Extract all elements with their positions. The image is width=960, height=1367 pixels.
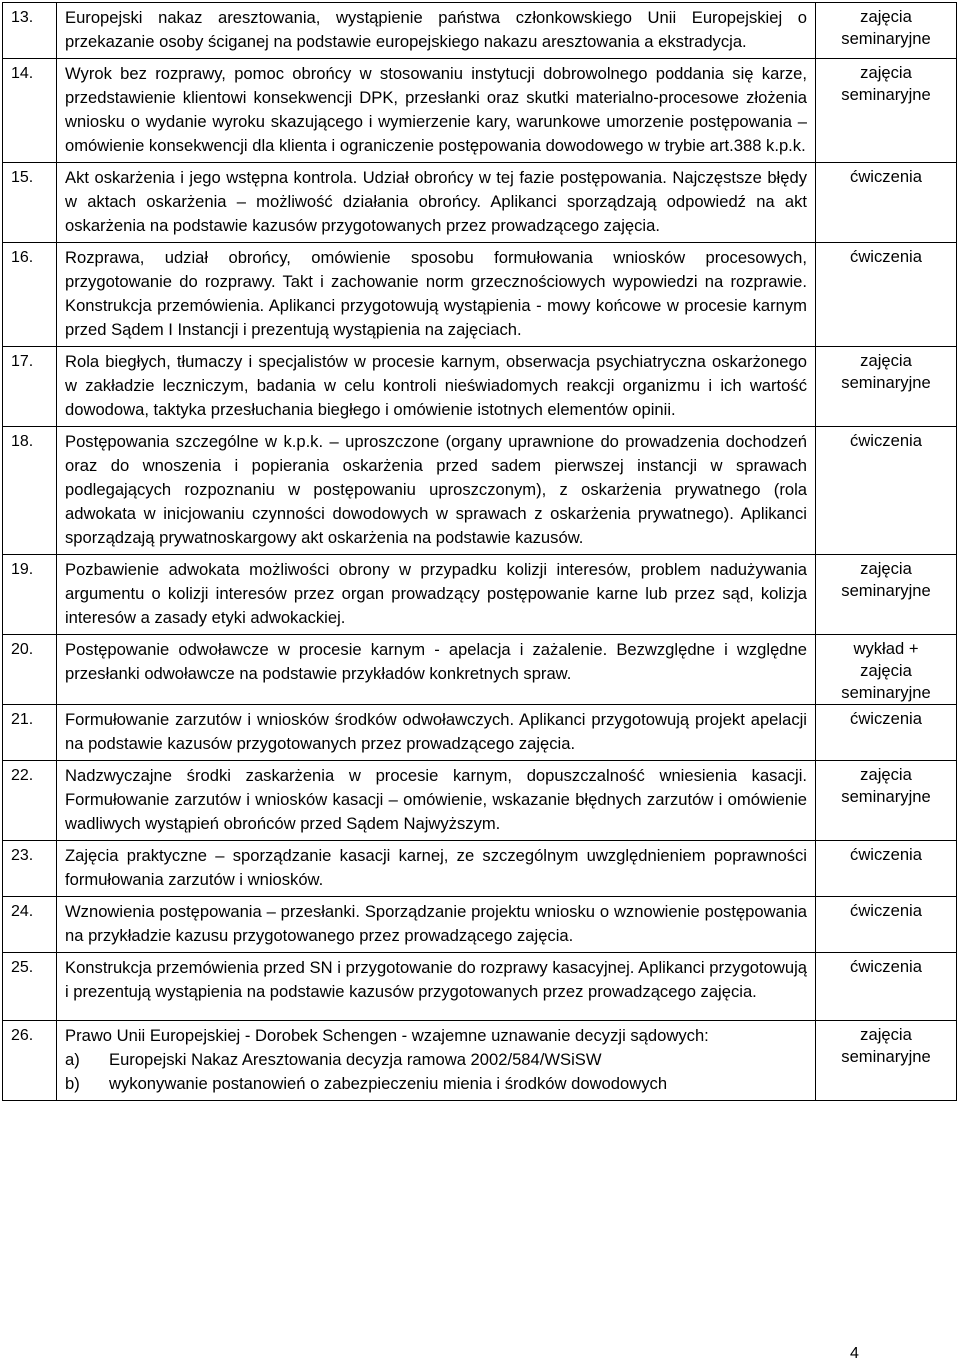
row-topic: Postępowania szczególne w k.p.k. – uproszczone (organy uprawnione do prowadzenia dochodzeń oraz do wnoszenia i popierania oskarżenia przed sadem pierwszej instancji w sprawach podlegających rozpoznaniu w postępowaniu uproszczonym), z oskarżenia prywatnego (rola adwokata w inicjowaniu czynności dowodowych w sprawach z oskarżenia prywatnego). Aplikanci sporządzają prywatnoskargowy akt oskarżenia na podstawie kazusów. (57, 427, 816, 555)
row-number: 19. (3, 555, 57, 635)
row-number: 15. (3, 163, 57, 243)
row-topic: Rola biegłych, tłumaczy i specjalistów w procesie karnym, obserwacja psychiatryczna oskarżonego w zakładzie leczniczym, badania w celu kontroli nieświadomych reakcji organizmu i ich wartość dowodowa, taktyka przesłuchania biegłego i omówienie istotnych elementów opinii. (57, 347, 816, 427)
table-row (3, 163, 957, 243)
row-form: zajęcia seminaryjne (816, 59, 957, 163)
row-topic: Zajęcia praktyczne – sporządzanie kasacji karnej, ze szczególnym uwzględnieniem poprawności formułowania zarzutów i wniosków. (57, 841, 816, 897)
row-form: ćwiczenia (816, 897, 957, 953)
row-topic: Europejski nakaz aresztowania, wystąpienie państwa członkowskiego Unii Europejskiej o przekazanie osoby ściganej na podstawie europejskiego nakazu aresztowania a ekstradycja. (57, 3, 816, 59)
row-number: 22. (3, 761, 57, 841)
table-row (3, 427, 957, 555)
sub-item: a) Europejski Nakaz Aresztowania decyzja ramowa 2002/584/WSiSW (65, 1050, 602, 1069)
row-topic: Rozprawa, udział obrońcy, omówienie sposobu formułowania wniosków procesowych, przygotowanie do rozprawy. Takt i zachowanie norm grzecznościowych wypowiedzi na rozprawie. Konstrukcja przemówienia. Aplikanci przygotowują wystąpienia - mowy końcowe w procesie karnym przed Sądem I Instancji i prezentują wystąpienia na zajęciach. (57, 243, 816, 347)
row-topic: Wznowienia postępowania – przesłanki. Sporządzanie projektu wniosku o wznowienie postępowania na przykładzie kazusu przygotowanego przez prowadzącego zajęcia. (57, 897, 816, 953)
curriculum-table (2, 2, 957, 1101)
row-form: zajęcia seminaryjne (816, 761, 957, 841)
row-topic: Pozbawienie adwokata możliwości obrony w przypadku kolizji interesów, problem nadużywania argumentu o kolizji interesów przez organ prowadzący postępowanie karne lub przez sąd, kolizja interesów a zasady etyki adwokackiej. (57, 555, 816, 635)
row-form: ćwiczenia (816, 243, 957, 347)
table-row (3, 897, 957, 953)
row-number: 26. (3, 1021, 57, 1101)
row-form: zajęcia seminaryjne (816, 1021, 957, 1101)
row-form: ćwiczenia (816, 705, 957, 761)
row-number: 18. (3, 427, 57, 555)
table-row (3, 243, 957, 347)
table-row (3, 635, 957, 705)
table-row (3, 705, 957, 761)
row-topic: Formułowanie zarzutów i wniosków środków odwoławczych. Aplikanci przygotowują projekt apelacji na podstawie kazusów przygotowanych przez prowadzącego zajęcia. (57, 705, 816, 761)
row-number: 23. (3, 841, 57, 897)
row-number: 13. (3, 3, 57, 59)
row-number: 21. (3, 705, 57, 761)
row-topic: Akt oskarżenia i jego wstępna kontrola. Udział obrońcy w tej fazie postępowania. Najczęstsze błędy w aktach oskarżenia – możliwość działania obrońcy. Aplikanci sporządzają odpowiedź na akt oskarżenia na podstawie kazusów przygotowanych przez prowadzącego zajęcia. (57, 163, 816, 243)
row-topic: Postępowanie odwoławcze w procesie karnym - apelacja i zażalenie. Bezwzględne i względne przesłanki odwoławcze na podstawie przykładów konkretnych spraw. (57, 635, 816, 705)
table-row (3, 555, 957, 635)
row-form: zajęcia seminaryjne (816, 347, 957, 427)
sub-item: b) wykonywanie postanowień o zabezpieczeniu mienia i środków dowodowych (65, 1074, 668, 1093)
row-number: 20. (3, 635, 57, 705)
table-row (3, 59, 957, 163)
row-number: 17. (3, 347, 57, 427)
page-number: 4 (850, 1345, 859, 1362)
table-row (3, 761, 957, 841)
row-topic: Prawo Unii Europejskiej - Dorobek Schengen - wzajemne uznawanie decyzji sądowych: a) Europejski Nakaz Aresztowania decyzja ramowa 2002/584/WSiSW b) wykonywanie postanowień o zabezpieczeniu mienia i środków dowodowych (57, 1021, 816, 1101)
table-row (3, 953, 957, 1021)
row-topic: Nadzwyczajne środki zaskarżenia w procesie karnym, dopuszczalność wniesienia kasacji. Formułowanie zarzutów i wniosków kasacji – omówienie, wskazanie błędnych zarzutów i omówienie wadliwych wystąpień obrońców przed Sądem Najwyższym. (57, 761, 816, 841)
table-row (3, 347, 957, 427)
table-row (3, 841, 957, 897)
row-number: 14. (3, 59, 57, 163)
row-topic: Konstrukcja przemówienia przed SN i przygotowanie do rozprawy kasacyjnej. Aplikanci przygotowują i prezentują wystąpienia na podstawie kazusów przygotowanych przez prowadzącego zajęcia. (57, 953, 816, 1021)
row-form: zajęcia seminaryjne (816, 3, 957, 59)
row-form: wykład + zajęcia seminaryjne (816, 635, 957, 705)
row-number: 25. (3, 953, 57, 1021)
row-topic: Wyrok bez rozprawy, pomoc obrońcy w stosowaniu instytucji dobrowolnego poddania się karze, przedstawienie klientowi konsekwencji DPK, przesłanki oraz skutki materialno-procesowe złożenia wniosku o wydanie wyroku skazującego i wymierzenie kary, warunkowe umorzenie postępowania – omówienie konsekwencji dla klienta i ograniczenie postępowania dowodowego w trybie art.388 k.p.k. (57, 59, 816, 163)
row-number: 24. (3, 897, 57, 953)
table-row (3, 3, 957, 59)
row-form: ćwiczenia (816, 953, 957, 1021)
row-number: 16. (3, 243, 57, 347)
row-form: ćwiczenia (816, 841, 957, 897)
row-form: ćwiczenia (816, 427, 957, 555)
row-form: ćwiczenia (816, 163, 957, 243)
table-row (3, 1021, 957, 1101)
row-form: zajęcia seminaryjne (816, 555, 957, 635)
